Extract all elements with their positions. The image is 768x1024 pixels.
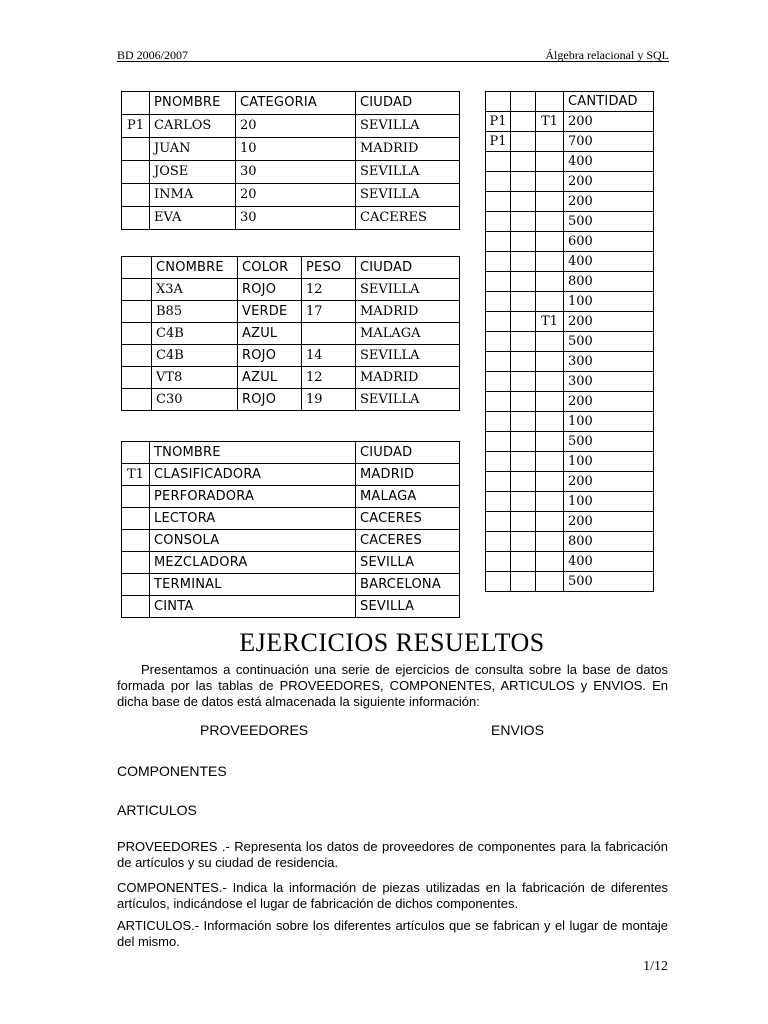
table-cell bbox=[486, 452, 511, 472]
table-cell bbox=[486, 172, 511, 192]
table-cell: T1 bbox=[536, 112, 564, 132]
table-row bbox=[486, 352, 654, 372]
table-cell: INMA bbox=[150, 184, 236, 207]
table-cell bbox=[486, 272, 511, 292]
table-cell bbox=[536, 272, 564, 292]
table-cell bbox=[122, 596, 150, 618]
table-cell bbox=[486, 432, 511, 452]
componentes-table bbox=[121, 256, 460, 411]
table-cell: 300 bbox=[564, 372, 654, 392]
table-row bbox=[486, 552, 654, 572]
table-row bbox=[122, 138, 460, 161]
table-cell: CACERES bbox=[356, 508, 460, 530]
table-cell: 100 bbox=[564, 452, 654, 472]
table-cell bbox=[122, 367, 152, 389]
table-cell: 800 bbox=[564, 272, 654, 292]
table-row bbox=[122, 508, 460, 530]
table-cell bbox=[511, 212, 536, 232]
label-componentes: COMPONENTES bbox=[117, 763, 227, 779]
table-cell bbox=[486, 392, 511, 412]
description-proveedores: PROVEEDORES .- Representa los datos de proveedores de componentes para la fabricación de artículos y su ciudad de residencia. bbox=[117, 839, 668, 870]
table-cell bbox=[486, 492, 511, 512]
table-cell bbox=[511, 492, 536, 512]
table-cell bbox=[486, 552, 511, 572]
table-cell: 17 bbox=[302, 301, 356, 323]
table-cell bbox=[486, 352, 511, 372]
table-cell: CACERES bbox=[356, 207, 460, 230]
table-cell: 200 bbox=[564, 172, 654, 192]
table-cell bbox=[486, 292, 511, 312]
table-row bbox=[122, 574, 460, 596]
table-cell bbox=[122, 138, 150, 161]
table-header-row bbox=[122, 442, 460, 464]
table-cell bbox=[511, 272, 536, 292]
table-header-cell bbox=[122, 92, 150, 115]
table-cell bbox=[486, 312, 511, 332]
table-cell bbox=[511, 332, 536, 352]
table-cell: 200 bbox=[564, 192, 654, 212]
table-cell bbox=[511, 432, 536, 452]
table-header-cell bbox=[486, 92, 511, 112]
table-cell: VERDE bbox=[238, 301, 302, 323]
table-header-cell: CNOMBRE bbox=[152, 257, 238, 279]
table-cell: SEVILLA bbox=[356, 552, 460, 574]
label-envios: ENVIOS bbox=[491, 722, 544, 738]
table-cell bbox=[536, 532, 564, 552]
table-cell: 10 bbox=[236, 138, 356, 161]
table-row bbox=[122, 184, 460, 207]
table-row bbox=[486, 152, 654, 172]
table-cell: 300 bbox=[564, 352, 654, 372]
table-cell: P1 bbox=[122, 115, 150, 138]
table-row bbox=[486, 492, 654, 512]
table-cell bbox=[536, 212, 564, 232]
table-cell bbox=[122, 279, 152, 301]
table-cell: PERFORADORA bbox=[150, 486, 356, 508]
table-cell bbox=[536, 132, 564, 152]
table-cell bbox=[511, 392, 536, 412]
table-row bbox=[486, 132, 654, 152]
table-cell bbox=[536, 152, 564, 172]
table-cell: P1 bbox=[486, 112, 511, 132]
table-row bbox=[122, 207, 460, 230]
table-cell bbox=[122, 389, 152, 411]
table-cell: 19 bbox=[302, 389, 356, 411]
table-cell bbox=[122, 323, 152, 345]
description-componentes: COMPONENTES.- Indica la información de piezas utilizadas en la fabricación de diferentes artículos, indicándose el lugar de fabricación de dichos componentes. bbox=[117, 880, 668, 911]
table-cell bbox=[511, 192, 536, 212]
table-cell: 600 bbox=[564, 232, 654, 252]
table-row bbox=[486, 192, 654, 212]
table-cell: JOSE bbox=[150, 161, 236, 184]
table-row bbox=[486, 112, 654, 132]
table-cell: 12 bbox=[302, 279, 356, 301]
table-header-cell: PNOMBRE bbox=[150, 92, 236, 115]
table-row bbox=[486, 392, 654, 412]
table-cell: SEVILLA bbox=[356, 184, 460, 207]
table-cell: 14 bbox=[302, 345, 356, 367]
table-cell: SEVILLA bbox=[356, 115, 460, 138]
table-cell: T1 bbox=[122, 464, 150, 486]
table-cell bbox=[511, 132, 536, 152]
table-header-cell: PESO bbox=[302, 257, 356, 279]
table-cell bbox=[122, 574, 150, 596]
table-cell bbox=[122, 301, 152, 323]
table-cell bbox=[486, 192, 511, 212]
table-row bbox=[486, 312, 654, 332]
table-row bbox=[486, 412, 654, 432]
table-row bbox=[122, 367, 460, 389]
table-cell: 500 bbox=[564, 572, 654, 592]
table-cell: 100 bbox=[564, 412, 654, 432]
label-proveedores: PROVEEDORES bbox=[200, 722, 309, 738]
table-header-cell: TNOMBRE bbox=[150, 442, 356, 464]
table-cell bbox=[511, 512, 536, 532]
table-cell: MALAGA bbox=[356, 486, 460, 508]
table-cell bbox=[536, 552, 564, 572]
table-row bbox=[122, 596, 460, 618]
table-header-cell bbox=[511, 92, 536, 112]
table-cell: C30 bbox=[152, 389, 238, 411]
table-cell: X3A bbox=[152, 279, 238, 301]
table-cell bbox=[486, 332, 511, 352]
table-row bbox=[486, 252, 654, 272]
envios-table bbox=[485, 91, 654, 592]
table-cell bbox=[511, 452, 536, 472]
table-cell bbox=[486, 252, 511, 272]
table-header-cell: CATEGORIA bbox=[236, 92, 356, 115]
label-articulos: ARTICULOS bbox=[117, 802, 197, 818]
table-cell bbox=[486, 412, 511, 432]
table-cell bbox=[536, 492, 564, 512]
table-cell: MADRID bbox=[356, 138, 460, 161]
table-cell bbox=[536, 452, 564, 472]
table-row bbox=[122, 323, 460, 345]
table-cell: 200 bbox=[564, 472, 654, 492]
table-cell bbox=[122, 508, 150, 530]
table-cell bbox=[122, 552, 150, 574]
table-row bbox=[486, 172, 654, 192]
table-cell bbox=[536, 472, 564, 492]
table-row bbox=[122, 486, 460, 508]
page-number: 1/12 bbox=[643, 959, 668, 974]
table-cell: AZUL bbox=[238, 323, 302, 345]
table-cell: AZUL bbox=[238, 367, 302, 389]
table-cell bbox=[486, 532, 511, 552]
table-cell: 20 bbox=[236, 115, 356, 138]
table-cell bbox=[122, 161, 150, 184]
table-cell: SEVILLA bbox=[356, 161, 460, 184]
table-cell: 200 bbox=[564, 112, 654, 132]
table-cell bbox=[536, 352, 564, 372]
table-cell: 500 bbox=[564, 332, 654, 352]
table-cell bbox=[536, 432, 564, 452]
table-cell: MADRID bbox=[356, 464, 460, 486]
table-header-cell: CIUDAD bbox=[356, 442, 460, 464]
table-cell bbox=[122, 530, 150, 552]
table-cell: 400 bbox=[564, 552, 654, 572]
table-cell: CINTA bbox=[150, 596, 356, 618]
table-row bbox=[486, 372, 654, 392]
table-cell bbox=[302, 323, 356, 345]
section-title: EJERCICIOS RESUELTOS bbox=[239, 628, 545, 657]
table-row bbox=[122, 464, 460, 486]
table-cell bbox=[486, 572, 511, 592]
table-cell: SEVILLA bbox=[356, 596, 460, 618]
table-cell: ROJO bbox=[238, 279, 302, 301]
table-row bbox=[122, 345, 460, 367]
table-cell bbox=[536, 372, 564, 392]
table-cell bbox=[536, 392, 564, 412]
table-cell: CARLOS bbox=[150, 115, 236, 138]
table-cell bbox=[536, 572, 564, 592]
table-cell: MEZCLADORA bbox=[150, 552, 356, 574]
table-cell bbox=[536, 412, 564, 432]
table-cell: 20 bbox=[236, 184, 356, 207]
proveedores-table bbox=[121, 91, 460, 230]
table-cell: 800 bbox=[564, 532, 654, 552]
table-cell: TERMINAL bbox=[150, 574, 356, 596]
table-cell bbox=[511, 312, 536, 332]
table-cell: MADRID bbox=[356, 367, 460, 389]
table-cell bbox=[486, 372, 511, 392]
table-row bbox=[122, 115, 460, 138]
table-cell bbox=[486, 152, 511, 172]
table-cell bbox=[536, 252, 564, 272]
table-cell: VT8 bbox=[152, 367, 238, 389]
table-cell: SEVILLA bbox=[356, 389, 460, 411]
intro-paragraph: Presentamos a continuación una serie de ejercicios de consulta sobre la base de datos formada por las tablas de PROVEEDORES, COMPONENTES, ARTICULOS y ENVIOS. En dicha base de datos está almacenada la siguiente información: bbox=[117, 662, 668, 709]
table-header-row bbox=[122, 257, 460, 279]
table-row bbox=[486, 272, 654, 292]
header-rule bbox=[117, 61, 669, 62]
table-cell bbox=[511, 552, 536, 572]
table-row bbox=[122, 552, 460, 574]
table-row bbox=[486, 212, 654, 232]
table-row bbox=[486, 452, 654, 472]
header-right: Álgebra relacional y SQL bbox=[545, 48, 669, 62]
table-cell: MADRID bbox=[356, 301, 460, 323]
table-cell: 700 bbox=[564, 132, 654, 152]
table-cell: 200 bbox=[564, 512, 654, 532]
table-header-row bbox=[486, 92, 654, 112]
table-cell: 100 bbox=[564, 292, 654, 312]
table-cell: 100 bbox=[564, 492, 654, 512]
table-cell: JUAN bbox=[150, 138, 236, 161]
table-cell: CLASIFICADORA bbox=[150, 464, 356, 486]
table-header-cell: CIUDAD bbox=[356, 257, 460, 279]
table-row bbox=[122, 279, 460, 301]
table-cell: 200 bbox=[564, 392, 654, 412]
table-cell: 30 bbox=[236, 161, 356, 184]
table-cell: P1 bbox=[486, 132, 511, 152]
table-cell: ROJO bbox=[238, 389, 302, 411]
table-cell: 200 bbox=[564, 312, 654, 332]
table-header-cell bbox=[536, 92, 564, 112]
table-row bbox=[122, 389, 460, 411]
table-cell bbox=[511, 292, 536, 312]
table-cell bbox=[511, 472, 536, 492]
table-cell: B85 bbox=[152, 301, 238, 323]
table-header-cell bbox=[122, 442, 150, 464]
table-cell: MALAGA bbox=[356, 323, 460, 345]
table-cell bbox=[122, 207, 150, 230]
table-row bbox=[486, 432, 654, 452]
description-articulos: ARTICULOS.- Información sobre los diferentes artículos que se fabrican y el lugar de montaje del mismo. bbox=[117, 918, 668, 949]
table-cell bbox=[511, 252, 536, 272]
table-cell bbox=[511, 412, 536, 432]
table-cell bbox=[536, 232, 564, 252]
table-row bbox=[122, 530, 460, 552]
table-cell bbox=[511, 572, 536, 592]
table-row bbox=[486, 532, 654, 552]
table-cell: EVA bbox=[150, 207, 236, 230]
table-header-cell bbox=[122, 257, 152, 279]
table-cell bbox=[122, 184, 150, 207]
table-cell: C4B bbox=[152, 323, 238, 345]
table-cell bbox=[511, 532, 536, 552]
table-row bbox=[486, 292, 654, 312]
table-row bbox=[486, 512, 654, 532]
table-cell: BARCELONA bbox=[356, 574, 460, 596]
table-cell: CONSOLA bbox=[150, 530, 356, 552]
table-cell: SEVILLA bbox=[356, 279, 460, 301]
table-cell: CACERES bbox=[356, 530, 460, 552]
table-cell: T1 bbox=[536, 312, 564, 332]
table-cell: 400 bbox=[564, 252, 654, 272]
table-cell: LECTORA bbox=[150, 508, 356, 530]
table-cell: 12 bbox=[302, 367, 356, 389]
table-row bbox=[122, 161, 460, 184]
table-cell: C4B bbox=[152, 345, 238, 367]
table-cell bbox=[536, 332, 564, 352]
table-cell bbox=[122, 486, 150, 508]
articulos-table bbox=[121, 441, 460, 618]
table-header-row bbox=[122, 92, 460, 115]
table-header-cell: CANTIDAD bbox=[564, 92, 654, 112]
table-cell bbox=[536, 292, 564, 312]
table-row bbox=[486, 572, 654, 592]
table-row bbox=[486, 232, 654, 252]
table-cell bbox=[536, 512, 564, 532]
table-cell bbox=[511, 152, 536, 172]
table-cell bbox=[511, 172, 536, 192]
table-cell bbox=[486, 232, 511, 252]
table-row bbox=[486, 332, 654, 352]
header-left: BD 2006/2007 bbox=[117, 48, 189, 62]
table-cell bbox=[511, 112, 536, 132]
table-cell bbox=[486, 472, 511, 492]
table-cell: ROJO bbox=[238, 345, 302, 367]
table-cell bbox=[511, 372, 536, 392]
table-row bbox=[122, 301, 460, 323]
table-cell bbox=[536, 192, 564, 212]
table-cell bbox=[486, 512, 511, 532]
table-cell bbox=[536, 172, 564, 192]
table-cell bbox=[122, 345, 152, 367]
table-cell bbox=[511, 352, 536, 372]
table-row bbox=[486, 472, 654, 492]
table-header-cell: COLOR bbox=[238, 257, 302, 279]
table-cell: 500 bbox=[564, 432, 654, 452]
table-cell bbox=[486, 212, 511, 232]
table-header-cell: CIUDAD bbox=[356, 92, 460, 115]
table-cell bbox=[511, 232, 536, 252]
table-cell: SEVILLA bbox=[356, 345, 460, 367]
table-cell: 400 bbox=[564, 152, 654, 172]
table-cell: 500 bbox=[564, 212, 654, 232]
table-cell: 30 bbox=[236, 207, 356, 230]
